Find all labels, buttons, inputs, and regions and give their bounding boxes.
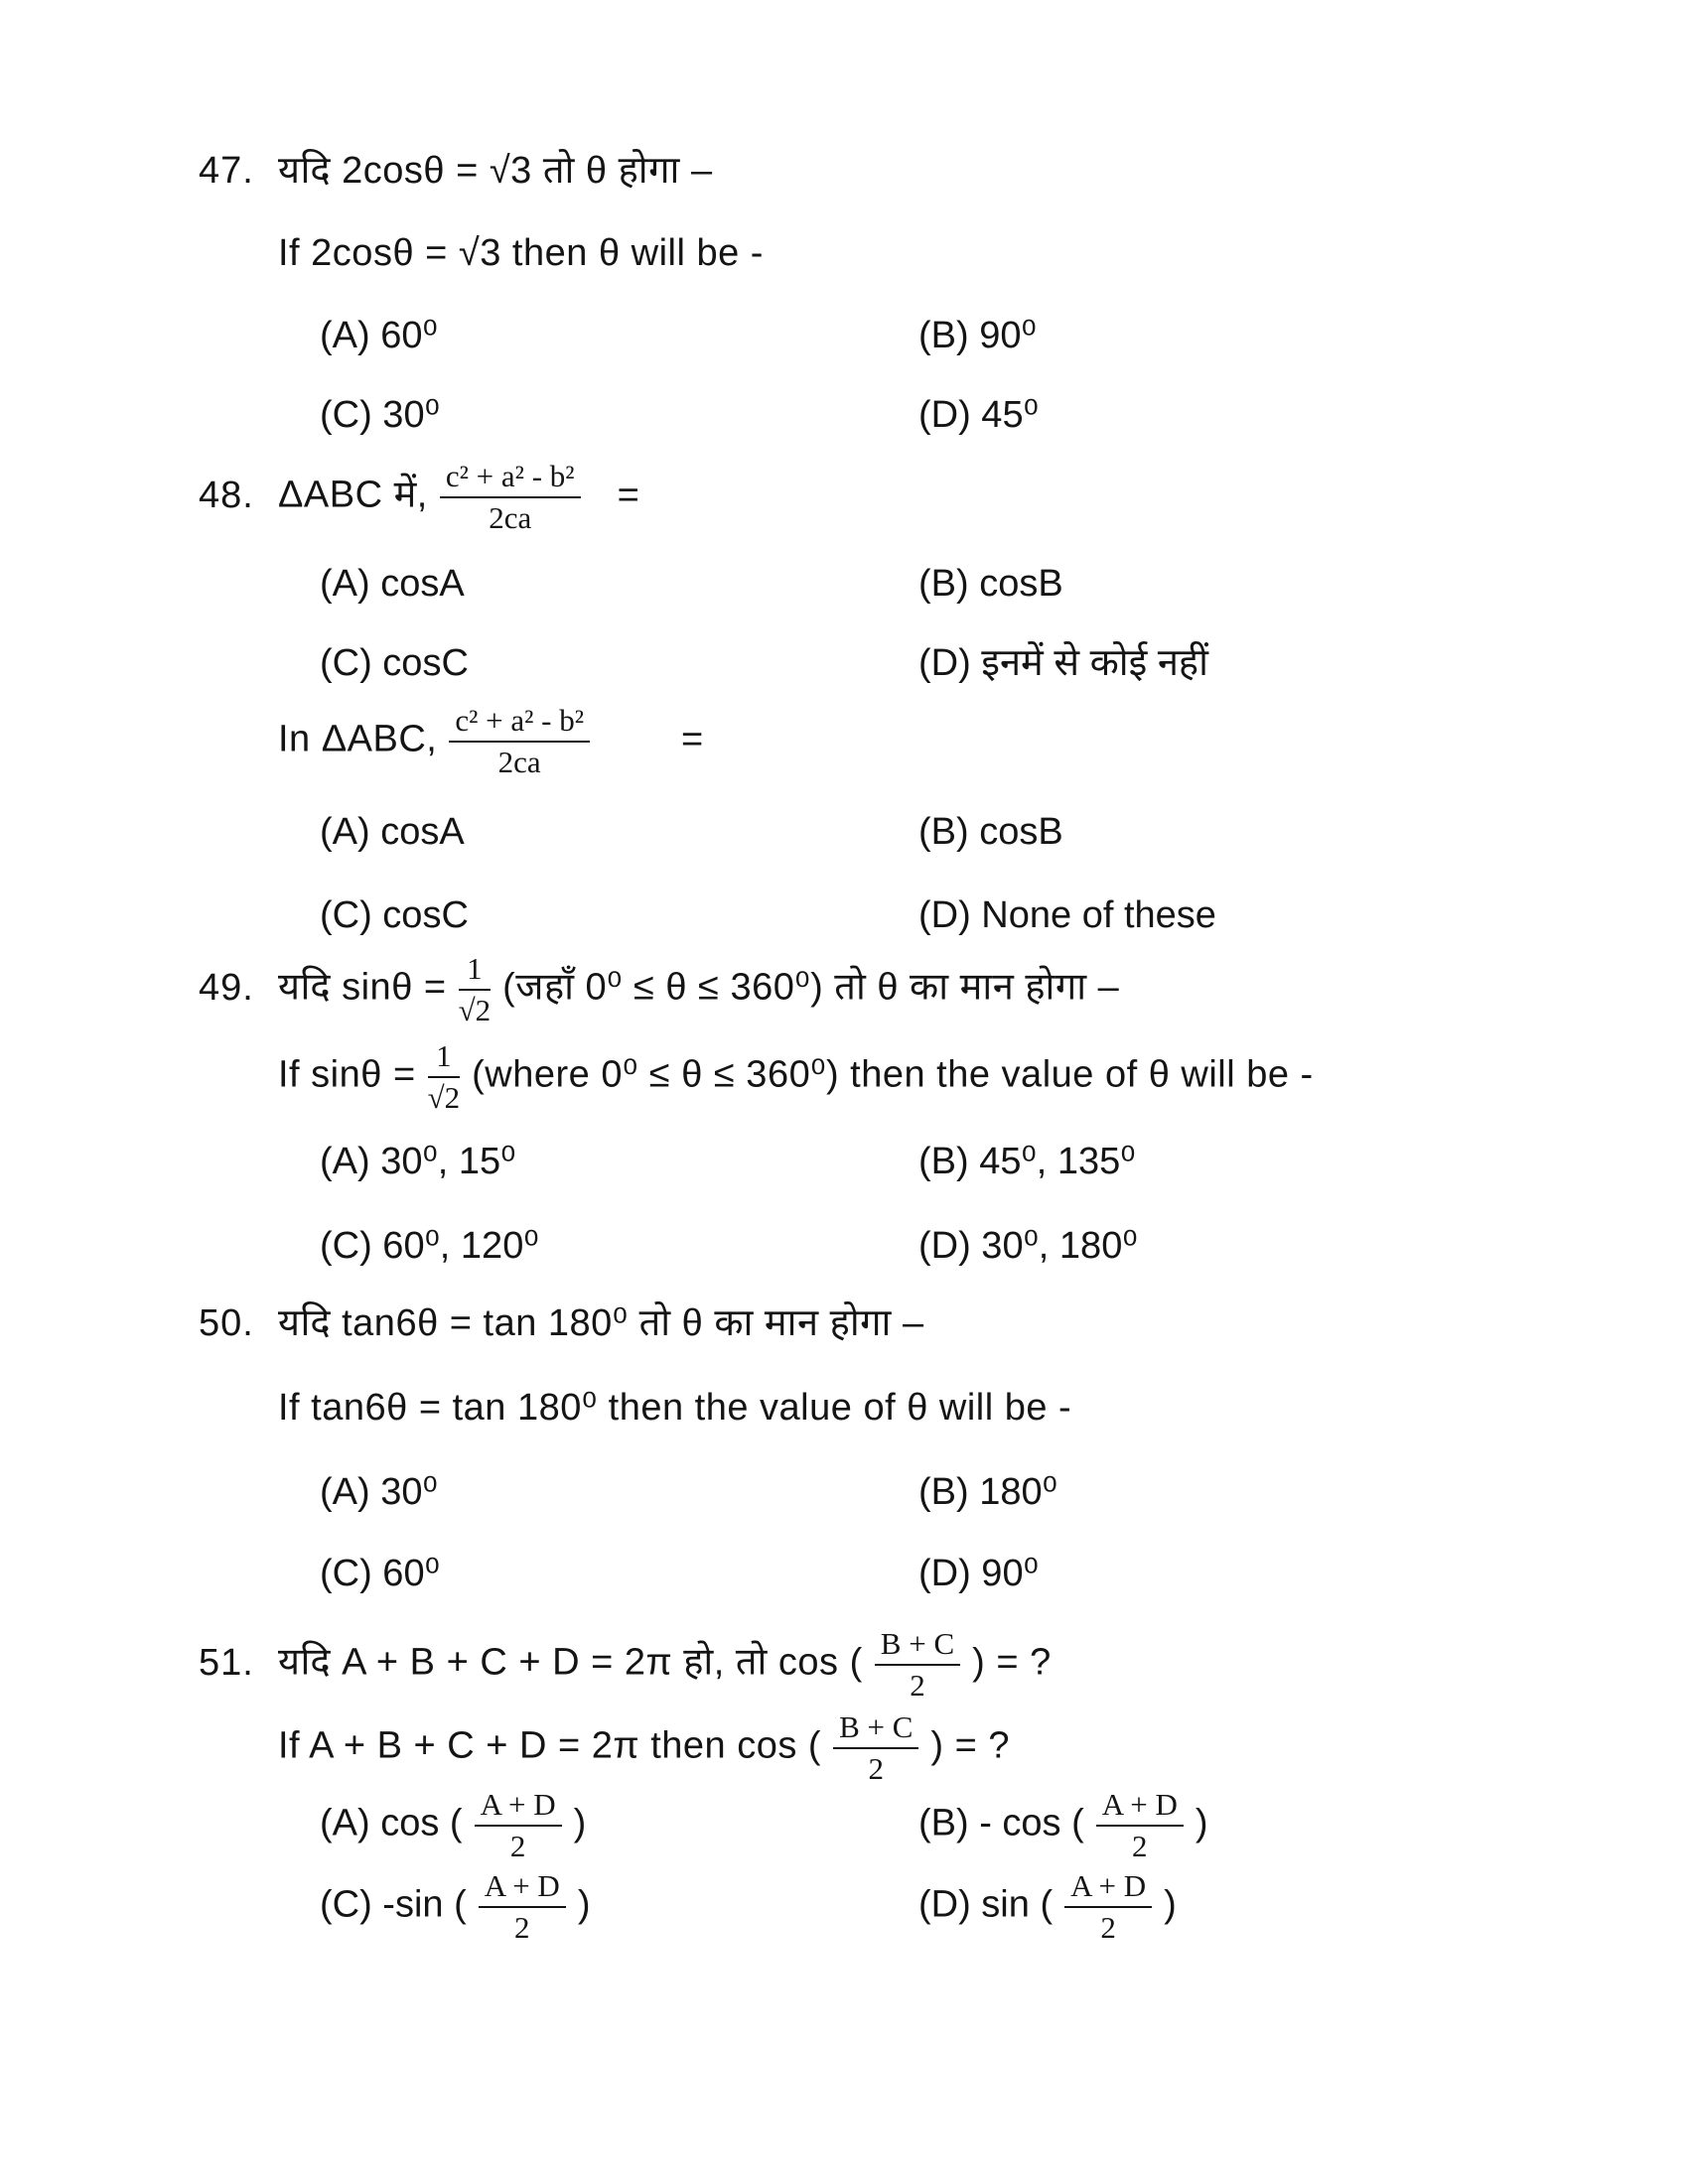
option-b-fraction [1096,1787,1184,1863]
question-48-text-english: In ΔABC, [278,718,438,760]
fraction-numerator: A + D [1096,1787,1184,1827]
option-c-pre: (C) -sin ( [320,1883,467,1926]
question-48-hindi-options-row-2 [320,641,1208,686]
question-47-number: 47. [199,150,254,192]
option-c-post: ) [577,1883,591,1926]
question-48-english-option-c: (C) cosC [320,894,469,936]
question-48-hindi-option-c: (C) cosC [320,642,469,684]
question-47-option-a: (A) 60⁰ [320,315,438,356]
option-d-fraction [1064,1868,1152,1945]
question-49-options-row-1 [320,1140,1135,1184]
question-49-number: 49. [199,966,254,1009]
question-48-hindi-option-b: (B) cosB [918,563,1063,605]
question-48-number: 48. [199,474,254,516]
fraction-denominator: 2 [910,1667,925,1703]
question-48-english-options-row-1 [320,810,1063,855]
fraction-denominator: √2 [458,992,492,1027]
question-48-english-row [278,703,703,779]
question-48-text-hindi: ΔABC में, [278,474,428,516]
question-49-option-d: (D) 30⁰, 180⁰ [918,1225,1138,1267]
question-51-options-row-2 [320,1868,1177,1945]
question-48-english-option-b: (B) cosB [918,811,1063,853]
fraction-denominator: 2 [1132,1828,1148,1863]
question-50-number: 50. [199,1302,254,1344]
fraction-denominator: 2 [514,1909,530,1945]
question-50-text-hindi: यदि tan6θ = tan 180⁰ तो θ का मान होगा – [278,1302,924,1344]
option-a-fraction [475,1787,562,1863]
question-49-fraction-english [428,1038,461,1115]
option-b-pre: (B) - cos ( [918,1802,1084,1844]
question-48-hindi-row [199,459,639,535]
question-48-english-option-d: (D) None of these [918,894,1216,936]
question-47-hindi-row [199,149,713,194]
question-48-english-option-a: (A) cosA [320,811,465,853]
equals-sign: = [617,474,639,516]
question-51-options-row-1 [320,1787,1207,1863]
question-50-hindi-row [199,1301,924,1346]
question-51-text-english-pre: If A + B + C + D = 2π then cos ( [278,1724,822,1767]
question-49-hindi-row [199,951,1119,1027]
question-51-option-a [320,1787,918,1863]
question-48-fraction [440,459,581,535]
question-51-hindi-row [199,1626,1052,1703]
question-50-english-row [278,1386,1071,1431]
question-50-option-d: (D) 90⁰ [918,1553,1039,1594]
fraction-numerator: c² + a² - b² [440,459,581,498]
fraction-numerator: B + C [875,1626,960,1666]
question-50-option-b: (B) 180⁰ [918,1471,1057,1513]
question-48-fraction-english [449,703,590,779]
question-49-text-english-pre: If sinθ = [278,1053,416,1096]
option-b-post: ) [1195,1802,1208,1844]
question-47-text-english: If 2cosθ = √3 then θ will be - [278,232,764,274]
question-49-options-row-2 [320,1224,1138,1269]
question-51-fraction [875,1626,960,1703]
question-49-text-hindi-pre: यदि sinθ = [278,966,447,1009]
fraction-numerator: 1 [459,951,492,991]
fraction-numerator: A + D [475,1787,562,1827]
question-48-hindi-option-d: (D) इनमें से कोई नहीं [918,642,1208,684]
question-49-text-hindi-post: (जहाँ 0⁰ ≤ θ ≤ 360⁰) तो θ का मान होगा – [502,966,1120,1009]
fraction-numerator: A + D [479,1868,566,1908]
option-c-fraction [479,1868,566,1945]
fraction-numerator: A + D [1064,1868,1152,1908]
question-47-option-c: (C) 30⁰ [320,394,440,436]
fraction-numerator: 1 [428,1038,461,1078]
question-50-options-row-1 [320,1470,1057,1515]
question-50-options-row-2 [320,1552,1039,1596]
fraction-numerator: c² + a² - b² [449,703,590,743]
fraction-denominator: 2 [1100,1909,1116,1945]
question-47-options-row-2 [320,393,1039,438]
question-51-english-row [278,1709,1010,1786]
question-49-text-english-post: (where 0⁰ ≤ θ ≤ 360⁰) then the value of θ will be - [472,1053,1314,1096]
question-48-hindi-option-a: (A) cosA [320,563,465,605]
fraction-denominator: √2 [427,1079,461,1115]
question-51-text-hindi-pre: यदि A + B + C + D = 2π हो, तो cos ( [278,1641,863,1684]
question-50-text-english: If tan6θ = tan 180⁰ then the value of θ will be - [278,1387,1072,1429]
option-a-pre: (A) cos ( [320,1802,463,1844]
question-47-text-hindi: यदि 2cosθ = √3 तो θ होगा – [278,150,713,192]
question-49-option-a: (A) 30⁰, 15⁰ [320,1141,516,1182]
fraction-denominator: 2ca [497,744,541,779]
fraction-denominator: 2 [868,1750,884,1786]
fraction-numerator: B + C [833,1709,918,1749]
question-50-option-c: (C) 60⁰ [320,1553,440,1594]
option-d-pre: (D) sin ( [918,1883,1054,1926]
question-51-text-hindi-post: ) = ? [972,1641,1052,1684]
question-51-option-b [918,1787,1207,1863]
fraction-denominator: 2 [509,1828,526,1863]
option-a-post: ) [573,1802,587,1844]
equals-sign: = [681,718,704,760]
question-51-text-english-post: ) = ? [930,1724,1011,1767]
question-47-english-row [278,231,764,276]
question-47-option-d: (D) 45⁰ [918,394,1039,436]
question-47-options-row-1 [320,314,1037,358]
question-49-option-b: (B) 45⁰, 135⁰ [918,1141,1136,1182]
question-51-number: 51. [199,1641,254,1684]
question-48-english-options-row-2 [320,893,1216,938]
question-48-hindi-options-row-1 [320,562,1063,607]
question-50-option-a: (A) 30⁰ [320,1471,438,1513]
question-51-option-d [918,1868,1177,1945]
question-49-option-c: (C) 60⁰, 120⁰ [320,1225,539,1267]
question-51-fraction-english [833,1709,918,1786]
question-51-option-c [320,1868,918,1945]
option-d-post: ) [1164,1883,1177,1926]
question-49-fraction [459,951,492,1027]
fraction-denominator: 2ca [489,499,532,535]
question-47-option-b: (B) 90⁰ [918,315,1037,356]
question-49-english-row [278,1038,1314,1115]
